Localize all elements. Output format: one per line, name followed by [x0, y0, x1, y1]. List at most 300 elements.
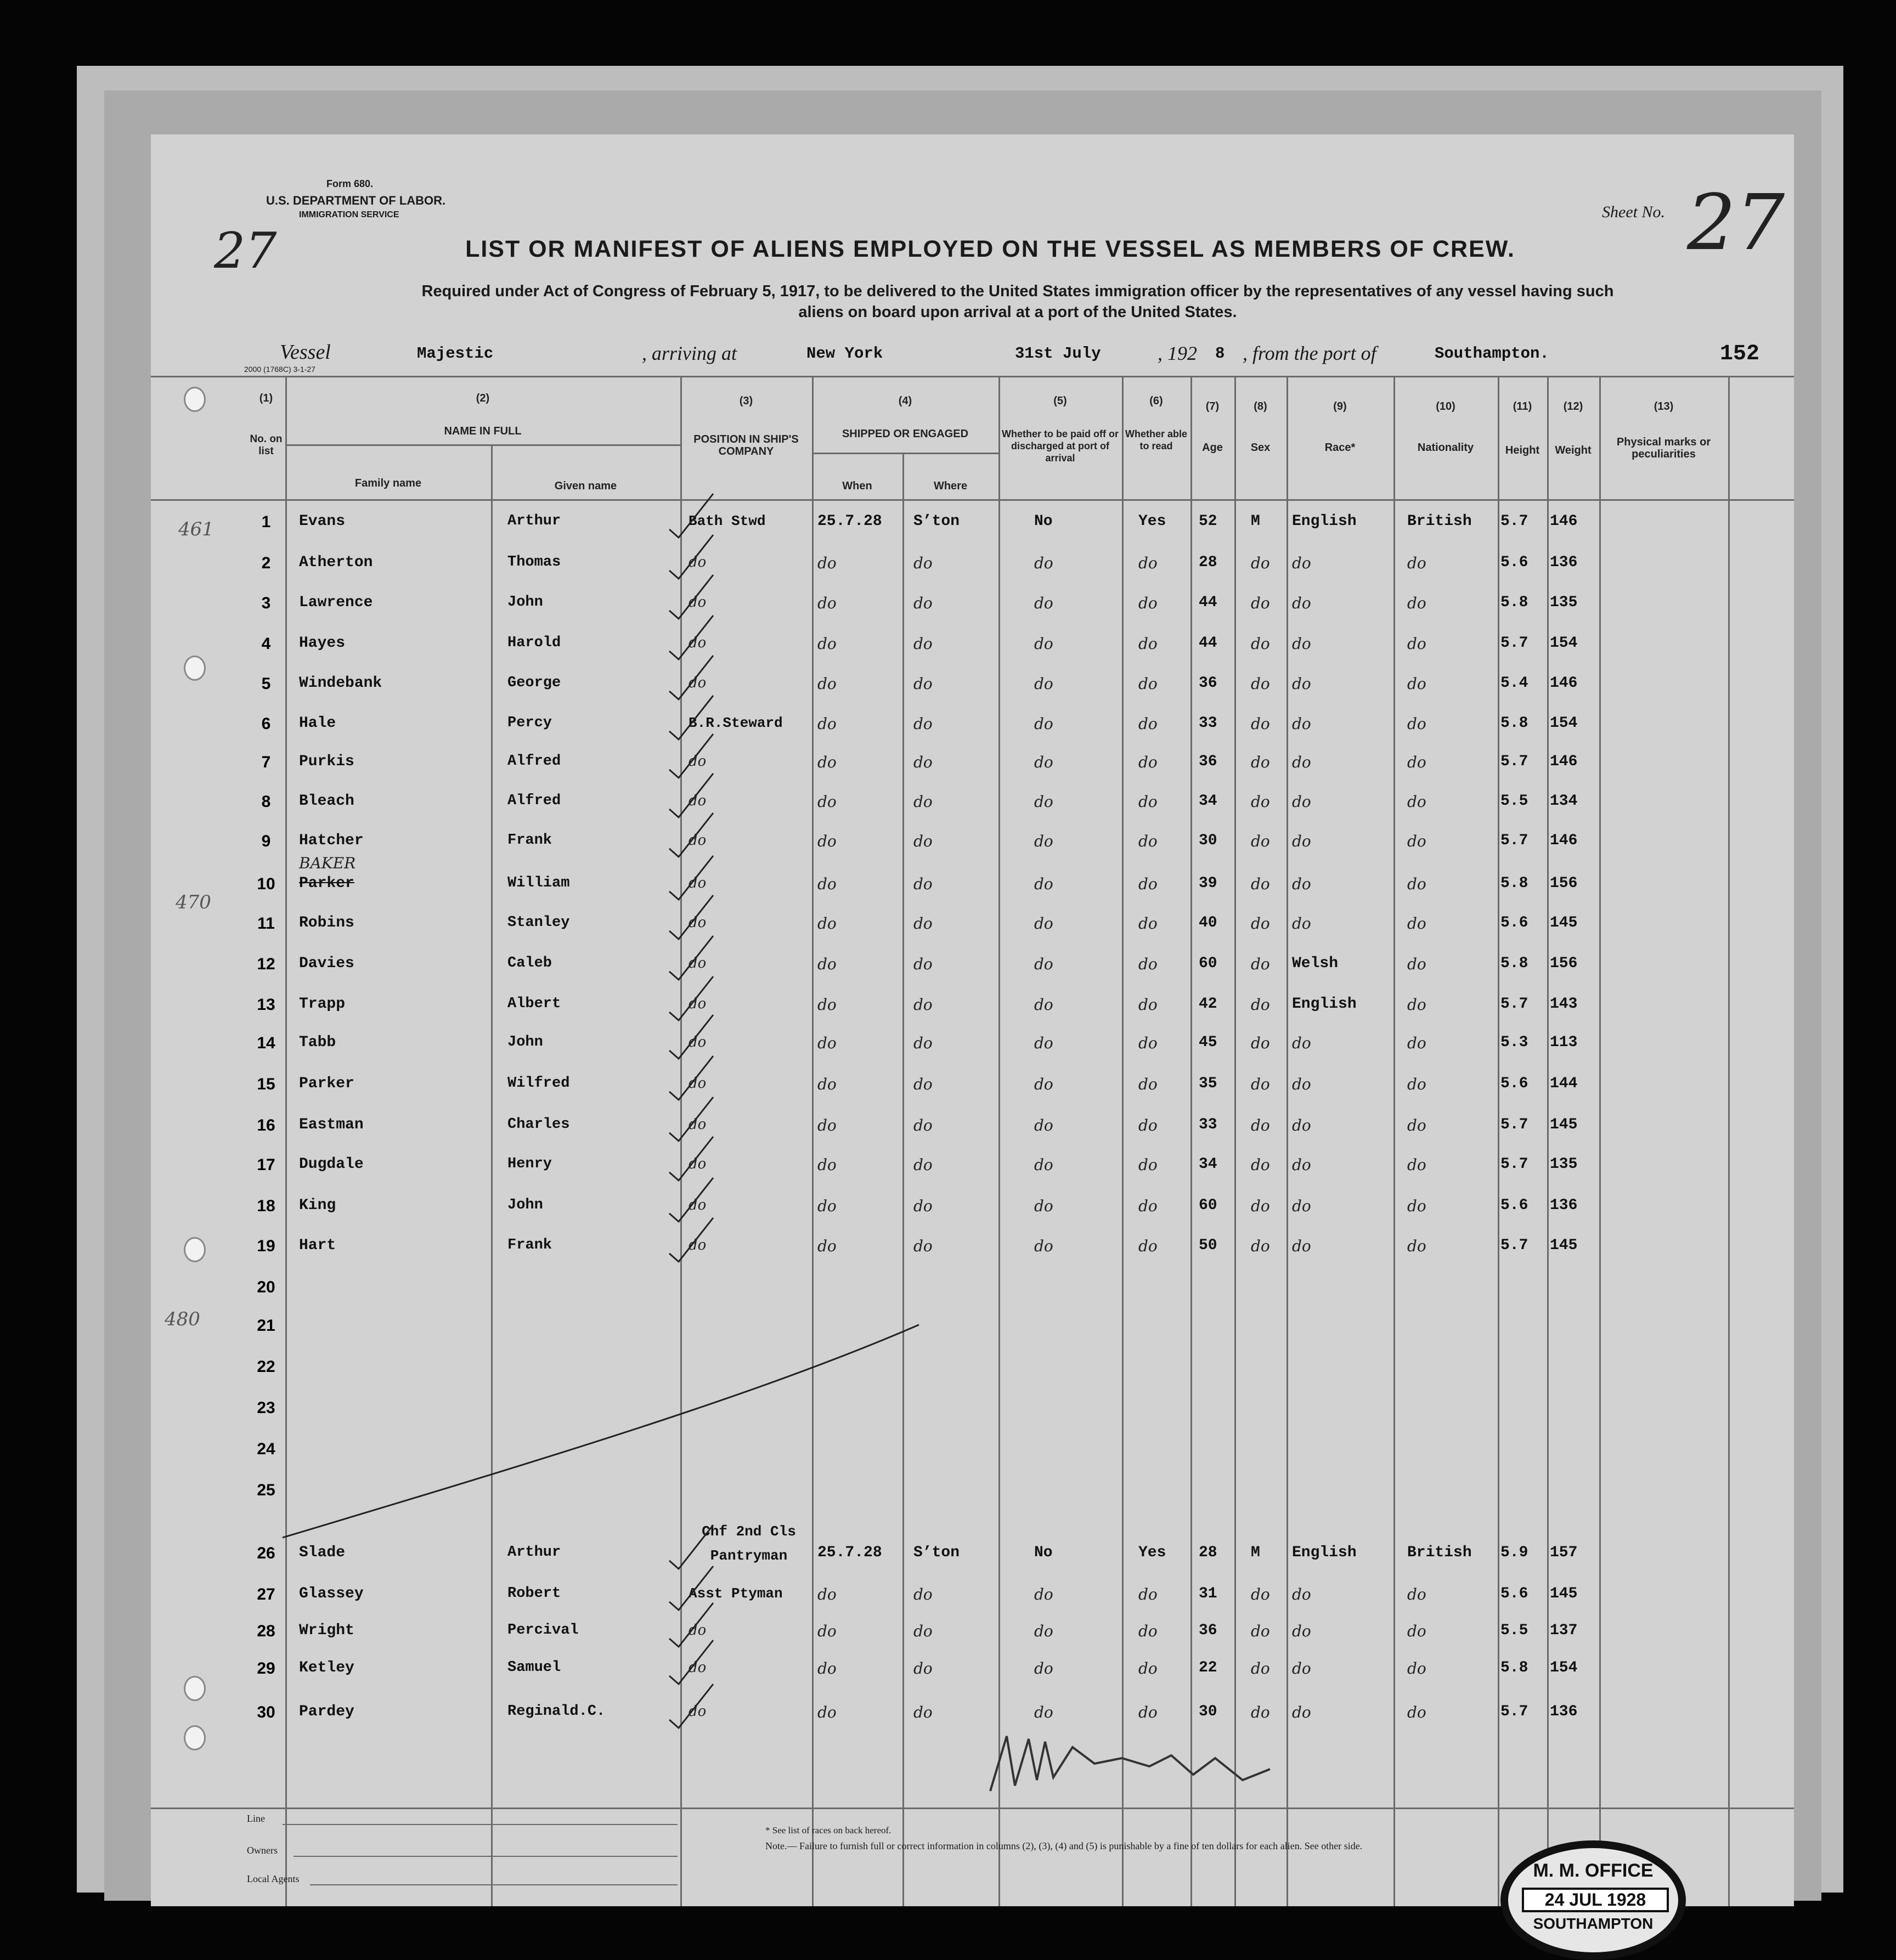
- cell-no: 2: [261, 554, 271, 572]
- col7-number: (7): [1205, 400, 1220, 413]
- cell-age: 60: [1199, 1197, 1217, 1214]
- cell-height: 5.9: [1500, 1544, 1528, 1561]
- cell-family: Purkis: [299, 753, 354, 770]
- cell-given: Alfred: [507, 753, 561, 770]
- cell-age: 31: [1199, 1585, 1217, 1602]
- cell-family: Slade: [299, 1544, 346, 1561]
- cell-race: Welsh: [1292, 955, 1339, 972]
- col13-number: (13): [1654, 400, 1674, 413]
- cell-given: Frank: [507, 1237, 552, 1253]
- cell-where: do: [913, 753, 933, 771]
- margin-sheet-number: 27: [214, 222, 277, 280]
- col11-label: Height: [1505, 444, 1540, 456]
- cell-where: do: [913, 832, 933, 850]
- cell-position: do: [689, 914, 707, 931]
- where-heading: Where: [933, 480, 968, 492]
- cell-no: 18: [257, 1197, 275, 1215]
- cell-read: do: [1138, 594, 1158, 612]
- cell-sex: do: [1251, 1116, 1270, 1134]
- cell-race: do: [1292, 1237, 1311, 1255]
- cell-weight: 156: [1550, 955, 1578, 972]
- cell-height: 5.6: [1500, 914, 1528, 931]
- line-label: Line: [247, 1813, 265, 1824]
- cell-nat: do: [1407, 635, 1426, 653]
- cell-when: do: [817, 1622, 837, 1640]
- cell-paid: do: [1034, 1703, 1053, 1721]
- col5-label: Whether to be paid off or discharged at port of arrival: [1002, 428, 1119, 464]
- cell-paid: do: [1034, 832, 1053, 850]
- cell-where: do: [913, 875, 933, 893]
- vessel-label: Vessel: [280, 341, 331, 364]
- cell-position: do: [689, 753, 707, 770]
- cell-race: do: [1292, 1197, 1311, 1215]
- cell-race: English: [1292, 996, 1357, 1013]
- cell-weight: 136: [1550, 1703, 1578, 1720]
- cell-race: do: [1292, 832, 1311, 850]
- col12-number: (12): [1563, 400, 1583, 413]
- stamp-location: SOUTHAMPTON: [1533, 1915, 1654, 1932]
- cell-family: Glassey: [299, 1585, 364, 1602]
- family-name-correction: BAKER: [299, 854, 356, 872]
- cell-given: Albert: [507, 996, 561, 1012]
- subtitle-line1: Required under Act of Congress of February 5, 1917, to be delivered to the United States immigration officer by the representatives of any vessel having such: [421, 283, 1614, 300]
- col6-label: Whether able to read: [1125, 428, 1188, 451]
- cell-height: 5.8: [1500, 1659, 1528, 1676]
- cell-given: Arthur: [507, 513, 561, 529]
- cell-sex: do: [1251, 1197, 1270, 1215]
- cell-weight: 145: [1550, 1237, 1578, 1254]
- cell-given: Reginald.C.: [507, 1703, 606, 1720]
- cell-weight: 143: [1550, 996, 1578, 1013]
- cell-position: do: [689, 1034, 707, 1050]
- cell-position: do: [689, 1116, 707, 1133]
- cell-read: do: [1138, 1237, 1158, 1255]
- cell-paid: do: [1034, 875, 1053, 893]
- cell-no: 12: [257, 955, 275, 973]
- cell-age: 36: [1199, 675, 1217, 692]
- cell-no: 26: [257, 1544, 275, 1562]
- form-number: Form 680.: [326, 178, 374, 189]
- cell-paid: do: [1034, 1116, 1053, 1134]
- cell-paid: do: [1034, 1622, 1053, 1640]
- cell-family: Atherton: [299, 554, 373, 571]
- cell-when: do: [817, 875, 837, 893]
- cell-height: 5.5: [1500, 793, 1528, 810]
- cell-read: do: [1138, 715, 1158, 733]
- cell-paid: do: [1034, 914, 1053, 933]
- cell-age: 39: [1199, 875, 1217, 892]
- cell-given: Alfred: [507, 793, 561, 809]
- cell-weight: 154: [1550, 635, 1578, 652]
- col8-number: (8): [1254, 400, 1267, 413]
- cell-when: do: [817, 1659, 837, 1677]
- cell-race: do: [1292, 1703, 1311, 1721]
- cell-when: do: [817, 996, 837, 1014]
- cell-family: Dugdale: [299, 1156, 364, 1173]
- cell-sex: do: [1251, 715, 1270, 733]
- cell-position: do: [689, 793, 707, 809]
- cell-no: 3: [261, 594, 271, 612]
- cell-read: do: [1138, 635, 1158, 653]
- col10-number: (10): [1436, 400, 1455, 413]
- cell-paid: do: [1034, 1237, 1053, 1255]
- cell-weight: 146: [1550, 513, 1578, 530]
- cell-sex: do: [1251, 635, 1270, 653]
- cell-family: Lawrence: [299, 594, 373, 611]
- inspector-signature: [985, 1725, 1281, 1808]
- cell-when: do: [817, 675, 837, 693]
- cell-weight: 145: [1550, 914, 1578, 931]
- cell-family: Hatcher: [299, 832, 364, 849]
- cell-nat: do: [1407, 875, 1426, 893]
- owners-label: Owners: [247, 1845, 278, 1856]
- cell-given: Robert: [507, 1585, 561, 1602]
- owners-field: [294, 1856, 678, 1857]
- service: IMMIGRATION SERVICE: [299, 210, 399, 219]
- cell-no: 9: [261, 832, 271, 850]
- cell-when: do: [817, 1585, 837, 1603]
- cell-weight: 134: [1550, 793, 1578, 810]
- cell-sex: do: [1251, 875, 1270, 893]
- cell-height: 5.7: [1500, 1156, 1528, 1173]
- cell-no: 20: [257, 1278, 275, 1296]
- cell-race: do: [1292, 1585, 1311, 1603]
- cell-where: do: [913, 1156, 933, 1174]
- cell-no: 30: [257, 1703, 275, 1721]
- cell-weight: 137: [1550, 1622, 1578, 1639]
- cell-position: do: [689, 1237, 707, 1253]
- cell-when: do: [817, 594, 837, 612]
- races-note: * See list of races on back hereof.: [765, 1825, 891, 1835]
- cell-position: do: [689, 996, 707, 1012]
- port-of-departure: Southampton.: [1435, 344, 1549, 363]
- cell-read: do: [1138, 955, 1158, 973]
- cell-race: do: [1292, 675, 1311, 693]
- cell-nat: do: [1407, 832, 1426, 850]
- cell-given: Henry: [507, 1156, 552, 1172]
- subtitle-line2: aliens on board upon arrival at a port of the United States.: [798, 303, 1237, 321]
- cell-weight: 135: [1550, 594, 1578, 611]
- cell-sex: do: [1251, 793, 1270, 811]
- cell-age: 28: [1199, 1544, 1217, 1561]
- cell-where: do: [913, 914, 933, 933]
- cell-age: 34: [1199, 793, 1217, 810]
- cell-age: 30: [1199, 1703, 1217, 1720]
- cell-where: do: [913, 1075, 933, 1093]
- cell-nat: British: [1407, 513, 1472, 530]
- cell-height: 5.6: [1500, 1197, 1528, 1214]
- cell-family: Davies: [299, 955, 354, 972]
- cell-nat: do: [1407, 793, 1426, 811]
- stamp-date: 24 JUL 1928: [1522, 1888, 1669, 1912]
- cell-sex: do: [1251, 554, 1270, 572]
- cell-family: Windebank: [299, 675, 382, 692]
- cell-paid: do: [1034, 1156, 1053, 1174]
- year-label: , 192: [1158, 342, 1197, 364]
- col10-label: Nationality: [1417, 442, 1474, 454]
- cell-age: 34: [1199, 1156, 1217, 1173]
- cell-given: Arthur: [507, 1544, 561, 1561]
- cell-sex: do: [1251, 753, 1270, 771]
- cell-height: 5.4: [1500, 675, 1528, 692]
- col6-number: (6): [1149, 395, 1163, 407]
- cell-sex: do: [1251, 914, 1270, 933]
- cell-age: 22: [1199, 1659, 1217, 1676]
- cell-no: 6: [261, 715, 271, 733]
- cell-nat: do: [1407, 554, 1426, 572]
- cell-paid: do: [1034, 675, 1053, 693]
- cell-sex: do: [1251, 1034, 1270, 1052]
- cell-age: 42: [1199, 996, 1217, 1013]
- cell-weight: 135: [1550, 1156, 1578, 1173]
- cell-weight: 154: [1550, 1659, 1578, 1676]
- cell-no: 7: [261, 753, 271, 771]
- cell-age: 40: [1199, 914, 1217, 931]
- col1-label: No. on list: [250, 433, 283, 457]
- cell-family: Pardey: [299, 1703, 354, 1720]
- col4-number: (4): [898, 395, 912, 407]
- cell-position: do: [689, 1156, 707, 1172]
- cell-read: do: [1138, 996, 1158, 1014]
- year-digit: 8: [1215, 344, 1225, 363]
- cell-family: Parker: [299, 875, 354, 892]
- cell-where: do: [913, 1034, 933, 1052]
- cell-given: Charles: [507, 1116, 570, 1133]
- cell-age: 30: [1199, 832, 1217, 849]
- cell-sex: do: [1251, 594, 1270, 612]
- cell-where: do: [913, 1585, 933, 1603]
- given-name-heading: Given name: [554, 480, 617, 492]
- cell-where: do: [913, 1659, 933, 1677]
- cell-sex: do: [1251, 1659, 1270, 1677]
- cell-position: do: [689, 1703, 707, 1720]
- cell-given: George: [507, 675, 561, 691]
- cell-weight: 145: [1550, 1585, 1578, 1602]
- arrival-date: 31st July: [1015, 344, 1101, 363]
- cell-height: 5.3: [1500, 1034, 1528, 1051]
- cell-when: do: [817, 1197, 837, 1215]
- cell-family: King: [299, 1197, 336, 1214]
- cell-no: 10: [257, 875, 275, 893]
- cell-when: 25.7.28: [817, 513, 882, 530]
- cell-given: Caleb: [507, 955, 552, 971]
- cell-given: John: [507, 594, 543, 611]
- department: U.S. DEPARTMENT OF LABOR.: [266, 194, 446, 207]
- agents-label: Local Agents: [247, 1873, 300, 1884]
- cell-given: William: [507, 875, 570, 891]
- cell-family: Evans: [299, 513, 346, 530]
- cell-family: Wright: [299, 1622, 354, 1639]
- cell-age: 50: [1199, 1237, 1217, 1254]
- cell-sex: do: [1251, 955, 1270, 973]
- cell-given: Stanley: [507, 914, 570, 931]
- cell-race: do: [1292, 594, 1311, 612]
- cell-family: Hart: [299, 1237, 336, 1254]
- stamp-office: M. M. OFFICE: [1533, 1860, 1654, 1881]
- cell-when: do: [817, 793, 837, 811]
- cell-paid: do: [1034, 955, 1053, 973]
- cell-position: Asst Ptyman: [689, 1585, 783, 1602]
- cell-given: Samuel: [507, 1659, 561, 1676]
- print-code: 2000 (1768C) 3-1-27: [244, 365, 315, 374]
- cell-read: do: [1138, 1622, 1158, 1640]
- cell-sex: do: [1251, 996, 1270, 1014]
- cell-paid: No: [1034, 1544, 1053, 1561]
- cell-when: do: [817, 635, 837, 653]
- cell-age: 28: [1199, 554, 1217, 571]
- cell-race: do: [1292, 554, 1311, 572]
- cell-when: do: [817, 715, 837, 733]
- cell-read: do: [1138, 914, 1158, 933]
- cell-no: 14: [257, 1034, 275, 1052]
- cell-race: do: [1292, 753, 1311, 771]
- cell-paid: do: [1034, 793, 1053, 811]
- cell-weight: 145: [1550, 1116, 1578, 1133]
- cell-when: do: [817, 1075, 837, 1093]
- cell-nat: do: [1407, 1197, 1426, 1215]
- col5-number: (5): [1053, 395, 1067, 407]
- cell-paid: do: [1034, 715, 1053, 733]
- cell-age: 36: [1199, 753, 1217, 770]
- col9-number: (9): [1333, 400, 1347, 413]
- margin-note: 461: [178, 518, 214, 540]
- when-heading: When: [842, 480, 872, 492]
- cell-when: do: [817, 1034, 837, 1052]
- cell-where: do: [913, 1237, 933, 1255]
- col4-label: SHIPPED OR ENGAGED: [842, 428, 969, 440]
- cell-paid: do: [1034, 1034, 1053, 1052]
- cell-age: 36: [1199, 1622, 1217, 1639]
- cell-sex: M: [1251, 513, 1260, 530]
- cell-given: John: [507, 1034, 543, 1050]
- cell-where: do: [913, 635, 933, 653]
- cell-race: do: [1292, 715, 1311, 733]
- margin-note: 470: [176, 891, 211, 913]
- cell-nat: do: [1407, 1075, 1426, 1093]
- cell-no: 27: [257, 1585, 275, 1603]
- cell-given: Frank: [507, 832, 552, 849]
- cell-no: 23: [257, 1399, 275, 1417]
- cell-sex: do: [1251, 1237, 1270, 1255]
- cell-no: 16: [257, 1116, 275, 1134]
- cell-no: 15: [257, 1075, 275, 1093]
- cell-family: Ketley: [299, 1659, 354, 1676]
- margin-note: 480: [165, 1308, 200, 1330]
- cell-read: do: [1138, 675, 1158, 693]
- port-of-arrival: New York: [806, 344, 883, 363]
- cell-sex: do: [1251, 1156, 1270, 1174]
- cell-height: 5.7: [1500, 1703, 1528, 1720]
- cell-age: 33: [1199, 1116, 1217, 1133]
- cell-weight: 156: [1550, 875, 1578, 892]
- cell-no: 19: [257, 1237, 275, 1255]
- cell-height: 5.8: [1500, 875, 1528, 892]
- cell-race: do: [1292, 1156, 1311, 1174]
- col3-label: POSITION IN SHIP'S COMPANY: [693, 433, 799, 457]
- cell-height: 5.7: [1500, 635, 1528, 652]
- cell-age: 33: [1199, 715, 1217, 732]
- cell-weight: 144: [1550, 1075, 1578, 1092]
- cell-paid: do: [1034, 1075, 1053, 1093]
- cell-given: Thomas: [507, 554, 561, 571]
- cell-age: 45: [1199, 1034, 1217, 1051]
- cell-when: do: [817, 1237, 837, 1255]
- cell-where: do: [913, 955, 933, 973]
- cell-read: do: [1138, 832, 1158, 850]
- cell-nat: do: [1407, 1585, 1426, 1603]
- cell-no: 1: [261, 513, 271, 531]
- col3-number: (3): [739, 395, 753, 407]
- cell-height: 5.7: [1500, 832, 1528, 849]
- cell-where: S’ton: [913, 513, 960, 530]
- cell-weight: 113: [1550, 1034, 1578, 1051]
- cell-paid: do: [1034, 753, 1053, 771]
- cell-where: do: [913, 1116, 933, 1134]
- cell-given: Harold: [507, 635, 561, 651]
- cell-family: Tabb: [299, 1034, 336, 1051]
- cell-height: 5.6: [1500, 1585, 1528, 1602]
- cell-no: 25: [257, 1481, 275, 1499]
- cell-height: 5.7: [1500, 1116, 1528, 1133]
- cell-when: do: [817, 1116, 837, 1134]
- cell-no: 28: [257, 1622, 275, 1640]
- cancellation-line: [151, 134, 1794, 1906]
- cell-sex: do: [1251, 1075, 1270, 1093]
- cell-when: do: [817, 955, 837, 973]
- cell-family: Trapp: [299, 996, 346, 1013]
- cell-read: do: [1138, 1703, 1158, 1721]
- cell-nat: do: [1407, 1034, 1426, 1052]
- cell-sex: do: [1251, 832, 1270, 850]
- cell-weight: 157: [1550, 1544, 1578, 1561]
- cell-no: 5: [261, 675, 271, 693]
- cell-height: 5.7: [1500, 753, 1528, 770]
- cell-nat: do: [1407, 996, 1426, 1014]
- col1-number: (1): [259, 392, 273, 404]
- cell-read: do: [1138, 1116, 1158, 1134]
- cell-nat: do: [1407, 1659, 1426, 1677]
- cell-race: English: [1292, 513, 1357, 530]
- cell-when: do: [817, 914, 837, 933]
- cell-paid: do: [1034, 1659, 1053, 1677]
- cell-read: do: [1138, 1659, 1158, 1677]
- cell-where: do: [913, 996, 933, 1014]
- cell-read: Yes: [1138, 513, 1166, 530]
- cell-age: 60: [1199, 955, 1217, 972]
- col12-label: Weight: [1555, 444, 1592, 456]
- cell-weight: 154: [1550, 715, 1578, 732]
- cell-sex: do: [1251, 675, 1270, 693]
- cell-race: English: [1292, 1544, 1357, 1561]
- cell-race: do: [1292, 875, 1311, 893]
- cell-race: do: [1292, 793, 1311, 811]
- cell-read: do: [1138, 793, 1158, 811]
- cell-when: 25.7.28: [817, 1544, 882, 1561]
- cell-when: do: [817, 1156, 837, 1174]
- cell-position: do: [689, 955, 707, 971]
- cell-position: do: [689, 1659, 707, 1676]
- cell-given: Percy: [507, 715, 552, 731]
- cell-where: do: [913, 715, 933, 733]
- cell-weight: 146: [1550, 753, 1578, 770]
- cell-where: do: [913, 554, 933, 572]
- cell-nat: do: [1407, 715, 1426, 733]
- cell-read: do: [1138, 1585, 1158, 1603]
- cell-position: do: [689, 1075, 707, 1092]
- cell-height: 5.7: [1500, 1237, 1528, 1254]
- cell-read: do: [1138, 1034, 1158, 1052]
- cell-no: 13: [257, 996, 275, 1014]
